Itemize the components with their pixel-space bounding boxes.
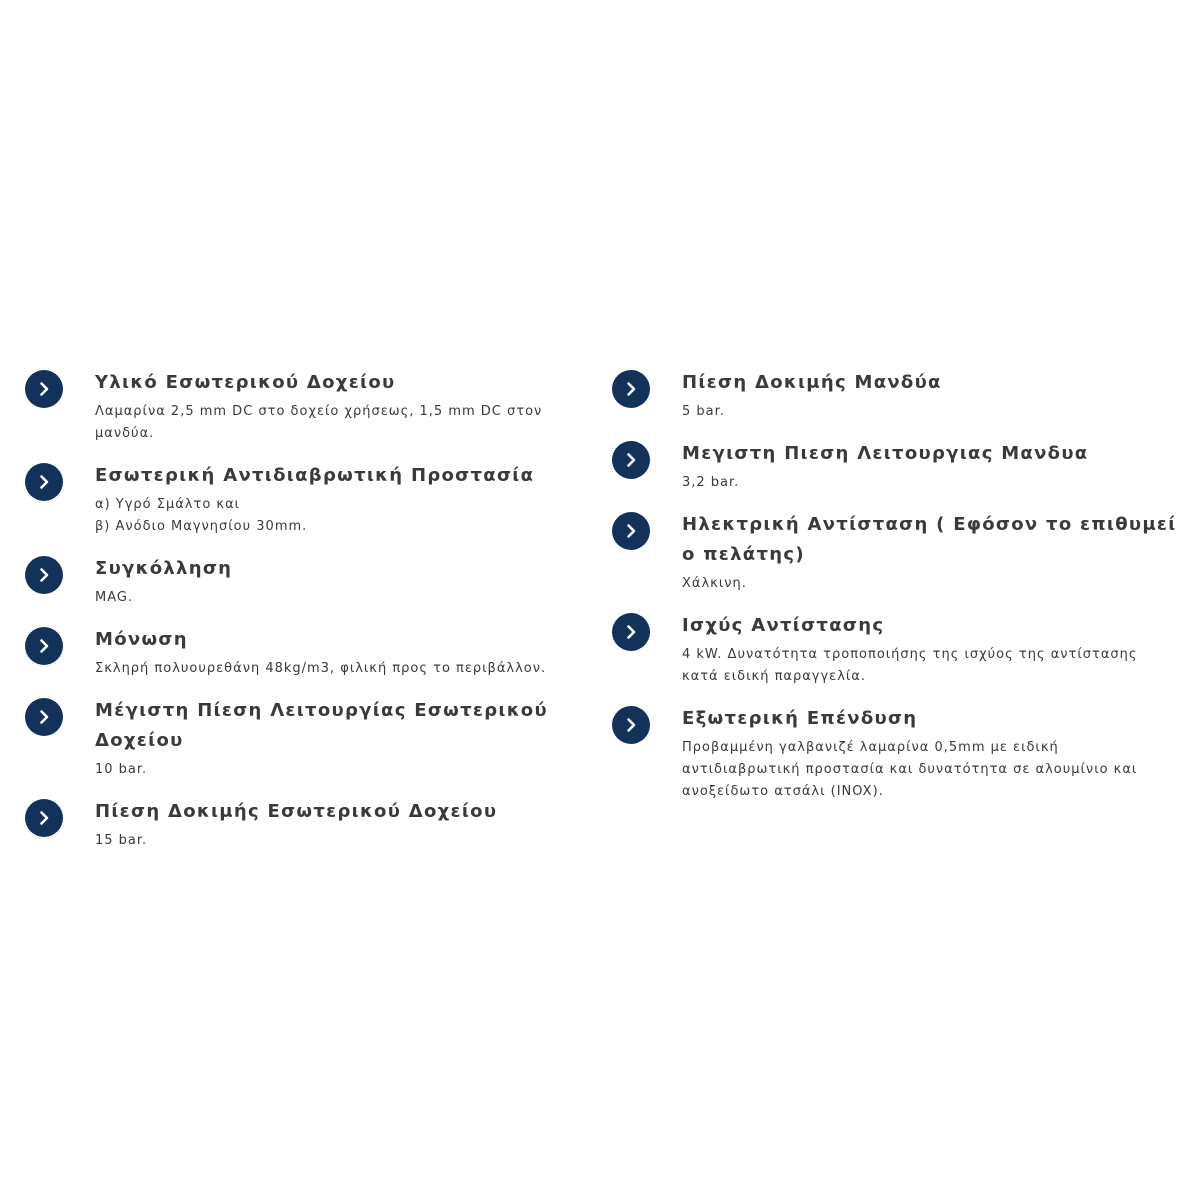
chevron-right-icon bbox=[612, 512, 650, 550]
chevron-right-icon bbox=[25, 698, 63, 736]
spec-item-left-4 bbox=[25, 625, 595, 680]
spec-description-line: 5 bar. bbox=[682, 404, 725, 419]
specs-column-right bbox=[612, 368, 1177, 819]
spec-title: Εξωτερική Επένδυση bbox=[682, 708, 918, 729]
spec-description bbox=[682, 737, 1177, 803]
spec-description-line: β) Ανόδιο Μαγνησίου 30mm. bbox=[95, 519, 308, 534]
spec-description-line: Χάλκινη. bbox=[682, 576, 747, 591]
spec-description bbox=[95, 658, 595, 680]
spec-title: Ισχύς Αντίστασης bbox=[682, 615, 885, 636]
spec-description bbox=[682, 644, 1177, 688]
spec-title: Μέγιστη Πίεση Λειτουργίας Εσωτερικού Δοχείου bbox=[95, 700, 548, 751]
spec-title: Πίεση Δοκιμής Μανδύα bbox=[682, 372, 942, 393]
chevron-right-icon bbox=[25, 799, 63, 837]
spec-description bbox=[95, 759, 595, 781]
spec-description bbox=[682, 573, 1177, 595]
spec-description bbox=[95, 830, 595, 852]
chevron-right-icon bbox=[25, 463, 63, 501]
spec-description-line: Προβαμμένη γαλβανιζέ λαμαρίνα 0,5mm με ειδική αντιδιαβρωτική προστασία και δυνατότητα σε αλουμίνιο και ανοξείδωτο ατσάλι (INOX). bbox=[682, 740, 1138, 799]
spec-description-line: MAG. bbox=[95, 590, 134, 605]
spec-description-line: Σκληρή πολυουρεθάνη 48kg/m3, φιλική προς το περιβάλλον. bbox=[95, 661, 547, 676]
spec-title: Ηλεκτρική Αντίσταση ( Εφόσον το επιθυμεί ο πελάτης) bbox=[682, 514, 1177, 565]
spec-description-line: α) Υγρό Σμάλτο και bbox=[95, 497, 241, 512]
spec-item-right-2 bbox=[612, 439, 1177, 494]
spec-description bbox=[95, 494, 595, 538]
spec-item-right-1 bbox=[612, 368, 1177, 423]
spec-title: Υλικό Εσωτερικού Δοχείου bbox=[95, 372, 396, 393]
spec-item-left-3 bbox=[25, 554, 595, 609]
spec-description-line: 15 bar. bbox=[95, 833, 148, 848]
specs-column-left bbox=[25, 368, 595, 868]
spec-item-left-6 bbox=[25, 797, 595, 852]
chevron-right-icon bbox=[612, 706, 650, 744]
spec-description-line: Λαμαρίνα 2,5 mm DC στο δοχείο χρήσεως, 1,5 mm DC στον μανδύα. bbox=[95, 404, 543, 441]
spec-title: Μεγιστη Πιεση Λειτουργιας Μανδυα bbox=[682, 443, 1089, 464]
spec-description-line: 4 kW. Δυνατότητα τροποποιήσης της ισχύος της αντίστασης κατά ειδική παραγγελία. bbox=[682, 647, 1138, 684]
chevron-right-icon bbox=[25, 556, 63, 594]
spec-title: Μόνωση bbox=[95, 629, 188, 650]
spec-title: Εσωτερική Αντιδιαβρωτική Προστασία bbox=[95, 465, 535, 486]
spec-title: Συγκόλληση bbox=[95, 558, 233, 579]
spec-description bbox=[682, 401, 1177, 423]
chevron-right-icon bbox=[25, 627, 63, 665]
chevron-right-icon bbox=[25, 370, 63, 408]
spec-description bbox=[95, 401, 595, 445]
chevron-right-icon bbox=[612, 370, 650, 408]
spec-item-left-5 bbox=[25, 696, 595, 781]
spec-item-right-4 bbox=[612, 611, 1177, 688]
chevron-right-icon bbox=[612, 613, 650, 651]
spec-description bbox=[95, 587, 595, 609]
spec-item-left-1 bbox=[25, 368, 595, 445]
spec-description-line: 3,2 bar. bbox=[682, 475, 740, 490]
spec-description-line: 10 bar. bbox=[95, 762, 148, 777]
spec-title: Πίεση Δοκιμής Εσωτερικού Δοχείου bbox=[95, 801, 498, 822]
spec-item-right-3 bbox=[612, 510, 1177, 595]
chevron-right-icon bbox=[612, 441, 650, 479]
spec-item-right-5 bbox=[612, 704, 1177, 803]
spec-description bbox=[682, 472, 1177, 494]
spec-item-left-2 bbox=[25, 461, 595, 538]
